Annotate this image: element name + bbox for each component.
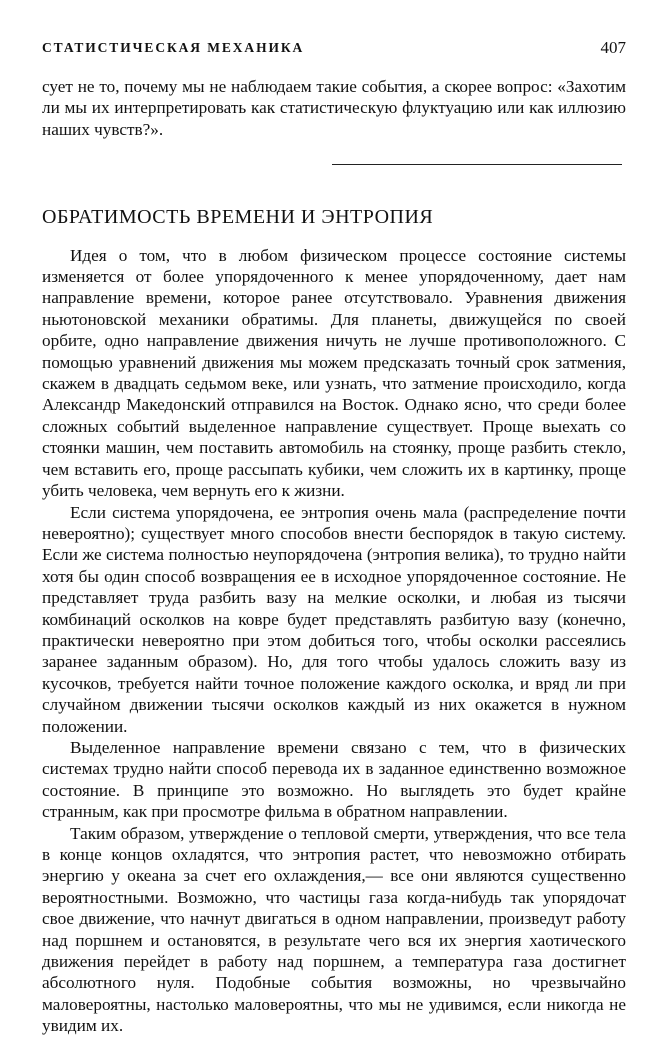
book-page: [42, 38, 626, 1036]
opening-paragraph: сует не то, почему мы не наблюдаем такие события, а скорее вопрос: «Захотим ли мы их интерпретировать как статистическую флуктуацию или как иллюзию наших чувств?».: [42, 77, 626, 139]
page-number: 407: [600, 38, 626, 57]
running-title: СТАТИСТИЧЕСКАЯ МЕХАНИКА: [42, 40, 305, 55]
paragraph-order-entropy: Если система упорядочена, ее энтропия очень мала (распределение почти невероятно); существует много способов внести беспорядок в такую систему. Если же система полностью неупорядочена (энтропия велика), то трудно найти хотя бы один способ возвращения ее в исходное упорядоченное состояние. Не представляет труда разбить вазу на мелкие осколки, и любая из тысячи комбинаций осколков на ковре будет представлять разбитую вазу (конечно, практически невероятно при этом добиться того, чтобы осколки рассеялись заранее заданным образом). Но, для того чтобы удалось сложить вазу из кусочков, требуется найти точное положение каждого осколка, и вряд ли при случайном движении тысячи осколков каждый из них окажется в нужном положении.: [42, 502, 626, 736]
section-divider-rule: [332, 164, 622, 165]
running-head: [42, 38, 626, 62]
paragraph-time-arrow: Выделенное направление времени связано с тем, что в физических системах трудно найти способ перевода их в заданное единственно возможное состояние. В принципе это возможно. Но выглядеть это будет крайне странным, как при просмотре фильма в обратном направлении.: [42, 737, 626, 822]
paragraph-probability: Таким образом, утверждение о тепловой смерти, утверждения, что все тела в конце концов охладятся, что энтропия растет, что невозможно отбирать энергию у океана за счет его охлаждения,— все они являются существенно вероятностными. Возможно, что частицы газа когда-нибудь так упорядочат свое движение, что начнут двигаться в одном направлении, произведут работу над поршнем и остановятся, в результате чего вся их энергия хаотического движения перейдет в работу над поршнем, а температура газа достигнет абсолютного нуля. Подобные события возможны, но чрезвычайно маловероятны, настолько маловероятны, что мы не удивимся, если никогда не увидим их.: [42, 823, 626, 1036]
page-text: [42, 76, 626, 1037]
paragraph-time-direction: Идея о том, что в любом физическом процессе состояние системы изменяется от более упорядоченного к менее упорядоченному, дает нам направление времени, которое ранее отсутствовало. Уравнения движения ньютоновской механики обратимы. Для планеты, движущейся по своей орбите, одно направление движения ничуть не лучше противоположного. С помощью уравнений движения мы можем предсказать точный срок затмения, скажем в двадцать седьмом веке, или узнать, что затмение происходило, когда Александр Македонский отправился на Восток. Однако ясно, что среди более сложных событий выделенное направление существует. Проще выехать со стоянки машин, чем поставить автомобиль на стоянку, проще разбить стекло, чем вставить его, проще рассыпать кубики, чем сложить их в картинку, проще убить человека, чем вернуть его к жизни.: [42, 245, 626, 501]
section-title: ОБРАТИМОСТЬ ВРЕМЕНИ И ЭНТРОПИЯ: [42, 206, 434, 229]
